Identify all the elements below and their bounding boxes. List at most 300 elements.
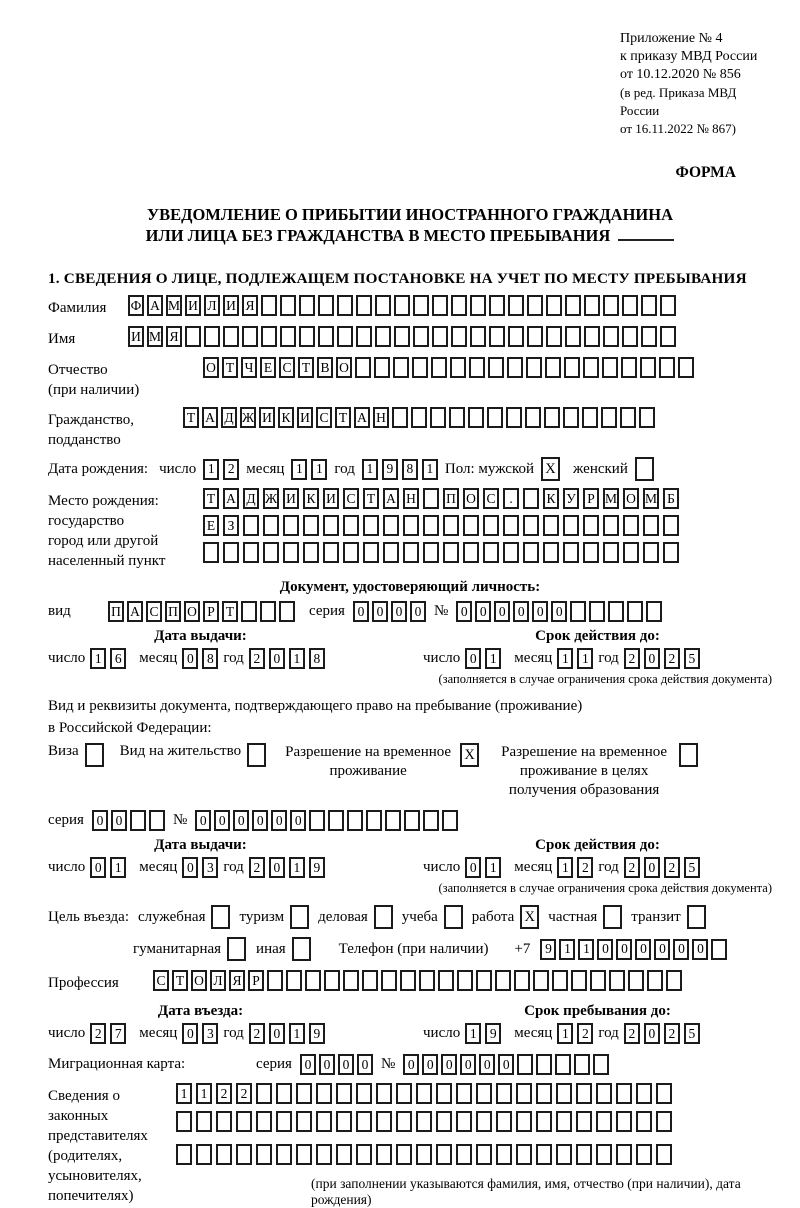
representatives-cells-row3[interactable]: [176, 1144, 672, 1165]
char-cell[interactable]: [603, 515, 619, 536]
char-cell[interactable]: [363, 542, 379, 563]
char-cell[interactable]: 0: [644, 648, 660, 669]
char-cell[interactable]: [608, 601, 624, 622]
char-cell[interactable]: [641, 295, 657, 316]
char-cell[interactable]: 1: [485, 857, 501, 878]
char-cell[interactable]: [660, 326, 676, 347]
char-cell[interactable]: [316, 1083, 332, 1104]
residence-issue-year-cells[interactable]: [249, 857, 325, 878]
char-cell[interactable]: [283, 542, 299, 563]
char-cell[interactable]: [280, 326, 296, 347]
char-cell[interactable]: 0: [269, 857, 285, 878]
char-cell[interactable]: [261, 326, 277, 347]
char-cell[interactable]: [628, 970, 644, 991]
char-cell[interactable]: О: [191, 970, 207, 991]
char-cell[interactable]: [396, 1144, 412, 1165]
char-cell[interactable]: А: [127, 601, 143, 622]
char-cell[interactable]: [536, 1054, 552, 1075]
char-cell[interactable]: [376, 1144, 392, 1165]
char-cell[interactable]: Н: [403, 488, 419, 509]
char-cell[interactable]: [571, 970, 587, 991]
char-cell[interactable]: Я: [242, 295, 258, 316]
char-cell[interactable]: [589, 601, 605, 622]
char-cell[interactable]: [641, 326, 657, 347]
char-cell[interactable]: О: [463, 488, 479, 509]
char-cell[interactable]: [381, 970, 397, 991]
char-cell[interactable]: [356, 1111, 372, 1132]
char-cell[interactable]: [256, 1111, 272, 1132]
profession-cells[interactable]: [153, 970, 682, 991]
char-cell[interactable]: [256, 1144, 272, 1165]
char-cell[interactable]: [582, 407, 598, 428]
char-cell[interactable]: [656, 1111, 672, 1132]
residence-permit-checkbox[interactable]: [247, 743, 266, 767]
char-cell[interactable]: [584, 295, 600, 316]
char-cell[interactable]: [403, 542, 419, 563]
purpose-humanitarian-checkbox[interactable]: [227, 937, 246, 961]
doc-valid-month-cells[interactable]: [557, 648, 593, 669]
char-cell[interactable]: 0: [597, 939, 613, 960]
char-cell[interactable]: 0: [338, 1054, 354, 1075]
char-cell[interactable]: [616, 1083, 632, 1104]
char-cell[interactable]: 0: [460, 1054, 476, 1075]
char-cell[interactable]: [216, 1144, 232, 1165]
char-cell[interactable]: 1: [176, 1083, 192, 1104]
char-cell[interactable]: [196, 1144, 212, 1165]
char-cell[interactable]: 5: [684, 857, 700, 878]
char-cell[interactable]: [476, 970, 492, 991]
char-cell[interactable]: [337, 326, 353, 347]
char-cell[interactable]: [296, 1083, 312, 1104]
char-cell[interactable]: 6: [110, 648, 126, 669]
char-cell[interactable]: 0: [635, 939, 651, 960]
char-cell[interactable]: И: [259, 407, 275, 428]
char-cell[interactable]: [656, 1144, 672, 1165]
char-cell[interactable]: [451, 295, 467, 316]
doc-number-cells[interactable]: [456, 601, 662, 622]
doc-issue-month-cells[interactable]: [182, 648, 218, 669]
char-cell[interactable]: 0: [479, 1054, 495, 1075]
char-cell[interactable]: [185, 326, 201, 347]
char-cell[interactable]: [463, 542, 479, 563]
char-cell[interactable]: [328, 810, 344, 831]
char-cell[interactable]: [456, 1111, 472, 1132]
char-cell[interactable]: [556, 1144, 572, 1165]
residence-valid-month-cells[interactable]: [557, 857, 593, 878]
char-cell[interactable]: Т: [183, 407, 199, 428]
char-cell[interactable]: [416, 1111, 432, 1132]
char-cell[interactable]: [400, 970, 416, 991]
char-cell[interactable]: Ф: [128, 295, 144, 316]
char-cell[interactable]: А: [354, 407, 370, 428]
char-cell[interactable]: [643, 542, 659, 563]
char-cell[interactable]: [470, 295, 486, 316]
char-cell[interactable]: [309, 810, 325, 831]
char-cell[interactable]: [483, 542, 499, 563]
char-cell[interactable]: 0: [372, 601, 388, 622]
stay-month-cells[interactable]: [557, 1023, 593, 1044]
char-cell[interactable]: М: [147, 326, 163, 347]
char-cell[interactable]: Т: [222, 357, 238, 378]
residence-series-cells[interactable]: [92, 810, 165, 831]
char-cell[interactable]: 0: [214, 810, 230, 831]
char-cell[interactable]: [470, 326, 486, 347]
char-cell[interactable]: 0: [441, 1054, 457, 1075]
char-cell[interactable]: 0: [475, 601, 491, 622]
char-cell[interactable]: [451, 326, 467, 347]
char-cell[interactable]: 0: [90, 857, 106, 878]
char-cell[interactable]: 2: [624, 648, 640, 669]
residence-issue-day-cells[interactable]: [90, 857, 126, 878]
char-cell[interactable]: [216, 1111, 232, 1132]
entry-month-cells[interactable]: [182, 1023, 218, 1044]
char-cell[interactable]: [450, 357, 466, 378]
char-cell[interactable]: 0: [644, 1023, 660, 1044]
char-cell[interactable]: [236, 1111, 252, 1132]
char-cell[interactable]: 0: [551, 601, 567, 622]
char-cell[interactable]: 1: [362, 459, 378, 480]
char-cell[interactable]: [260, 601, 276, 622]
char-cell[interactable]: [593, 1054, 609, 1075]
char-cell[interactable]: 0: [271, 810, 287, 831]
char-cell[interactable]: 0: [654, 939, 670, 960]
char-cell[interactable]: П: [443, 488, 459, 509]
char-cell[interactable]: [523, 515, 539, 536]
char-cell[interactable]: 0: [182, 857, 198, 878]
char-cell[interactable]: Д: [243, 488, 259, 509]
char-cell[interactable]: Т: [172, 970, 188, 991]
char-cell[interactable]: [375, 295, 391, 316]
char-cell[interactable]: [343, 970, 359, 991]
char-cell[interactable]: [623, 542, 639, 563]
char-cell[interactable]: 0: [195, 810, 211, 831]
char-cell[interactable]: [514, 970, 530, 991]
char-cell[interactable]: С: [279, 357, 295, 378]
char-cell[interactable]: [443, 542, 459, 563]
char-cell[interactable]: [296, 1144, 312, 1165]
char-cell[interactable]: [663, 542, 679, 563]
char-cell[interactable]: [442, 810, 458, 831]
char-cell[interactable]: 0: [353, 601, 369, 622]
char-cell[interactable]: Т: [203, 488, 219, 509]
char-cell[interactable]: [413, 326, 429, 347]
char-cell[interactable]: 1: [557, 648, 573, 669]
char-cell[interactable]: [383, 515, 399, 536]
char-cell[interactable]: 2: [249, 1023, 265, 1044]
char-cell[interactable]: [337, 295, 353, 316]
char-cell[interactable]: [660, 295, 676, 316]
char-cell[interactable]: [436, 1083, 452, 1104]
char-cell[interactable]: [503, 542, 519, 563]
char-cell[interactable]: [263, 515, 279, 536]
char-cell[interactable]: [385, 810, 401, 831]
char-cell[interactable]: [616, 1144, 632, 1165]
char-cell[interactable]: [576, 1083, 592, 1104]
char-cell[interactable]: [436, 1144, 452, 1165]
purpose-transit-checkbox[interactable]: [687, 905, 706, 929]
char-cell[interactable]: [443, 515, 459, 536]
purpose-study-checkbox[interactable]: [444, 905, 463, 929]
char-cell[interactable]: 0: [456, 601, 472, 622]
char-cell[interactable]: [487, 407, 503, 428]
char-cell[interactable]: О: [336, 357, 352, 378]
char-cell[interactable]: [305, 970, 321, 991]
char-cell[interactable]: 0: [269, 1023, 285, 1044]
char-cell[interactable]: 1: [110, 857, 126, 878]
char-cell[interactable]: [423, 488, 439, 509]
char-cell[interactable]: [508, 295, 524, 316]
char-cell[interactable]: [544, 407, 560, 428]
char-cell[interactable]: [616, 1111, 632, 1132]
char-cell[interactable]: [243, 542, 259, 563]
char-cell[interactable]: У: [563, 488, 579, 509]
char-cell[interactable]: [396, 1083, 412, 1104]
char-cell[interactable]: З: [223, 515, 239, 536]
char-cell[interactable]: [392, 407, 408, 428]
char-cell[interactable]: 2: [90, 1023, 106, 1044]
birthplace-cells-row3[interactable]: [203, 542, 679, 563]
doc-type-cells[interactable]: [108, 601, 295, 622]
char-cell[interactable]: [276, 1111, 292, 1132]
char-cell[interactable]: 0: [410, 601, 426, 622]
char-cell[interactable]: [527, 326, 543, 347]
char-cell[interactable]: [261, 295, 277, 316]
migration-number-cells[interactable]: [403, 1054, 609, 1075]
char-cell[interactable]: [283, 515, 299, 536]
char-cell[interactable]: [495, 970, 511, 991]
char-cell[interactable]: [416, 1144, 432, 1165]
char-cell[interactable]: В: [317, 357, 333, 378]
char-cell[interactable]: [336, 1111, 352, 1132]
char-cell[interactable]: [280, 295, 296, 316]
char-cell[interactable]: Т: [363, 488, 379, 509]
char-cell[interactable]: [678, 357, 694, 378]
char-cell[interactable]: [636, 1111, 652, 1132]
char-cell[interactable]: [316, 1111, 332, 1132]
char-cell[interactable]: [583, 357, 599, 378]
char-cell[interactable]: 1: [559, 939, 575, 960]
char-cell[interactable]: Л: [210, 970, 226, 991]
char-cell[interactable]: [584, 326, 600, 347]
char-cell[interactable]: [663, 515, 679, 536]
char-cell[interactable]: [526, 357, 542, 378]
char-cell[interactable]: [423, 542, 439, 563]
char-cell[interactable]: А: [147, 295, 163, 316]
char-cell[interactable]: [556, 1111, 572, 1132]
purpose-tourism-checkbox[interactable]: [290, 905, 309, 929]
char-cell[interactable]: Р: [203, 601, 219, 622]
stay-year-cells[interactable]: [624, 1023, 700, 1044]
char-cell[interactable]: [456, 1144, 472, 1165]
char-cell[interactable]: 0: [616, 939, 632, 960]
char-cell[interactable]: [394, 295, 410, 316]
char-cell[interactable]: Е: [260, 357, 276, 378]
char-cell[interactable]: 0: [357, 1054, 373, 1075]
char-cell[interactable]: 2: [223, 459, 239, 480]
residence-issue-month-cells[interactable]: [182, 857, 218, 878]
char-cell[interactable]: 9: [485, 1023, 501, 1044]
char-cell[interactable]: [496, 1083, 512, 1104]
char-cell[interactable]: 2: [249, 857, 265, 878]
char-cell[interactable]: [362, 970, 378, 991]
char-cell[interactable]: Л: [204, 295, 220, 316]
char-cell[interactable]: [596, 1083, 612, 1104]
char-cell[interactable]: Т: [298, 357, 314, 378]
char-cell[interactable]: [375, 326, 391, 347]
char-cell[interactable]: .: [503, 488, 519, 509]
char-cell[interactable]: 2: [577, 1023, 593, 1044]
char-cell[interactable]: 0: [644, 857, 660, 878]
char-cell[interactable]: 2: [249, 648, 265, 669]
char-cell[interactable]: [323, 515, 339, 536]
char-cell[interactable]: 2: [664, 857, 680, 878]
char-cell[interactable]: [393, 357, 409, 378]
char-cell[interactable]: [483, 515, 499, 536]
char-cell[interactable]: [603, 326, 619, 347]
char-cell[interactable]: [456, 1083, 472, 1104]
char-cell[interactable]: С: [153, 970, 169, 991]
char-cell[interactable]: [279, 601, 295, 622]
char-cell[interactable]: Т: [335, 407, 351, 428]
char-cell[interactable]: [601, 407, 617, 428]
doc-issue-year-cells[interactable]: [249, 648, 325, 669]
char-cell[interactable]: 1: [203, 459, 219, 480]
char-cell[interactable]: [394, 326, 410, 347]
char-cell[interactable]: 1: [196, 1083, 212, 1104]
char-cell[interactable]: [376, 1083, 392, 1104]
char-cell[interactable]: [536, 1144, 552, 1165]
char-cell[interactable]: [563, 515, 579, 536]
char-cell[interactable]: 2: [624, 857, 640, 878]
char-cell[interactable]: 0: [494, 601, 510, 622]
representatives-cells-row2[interactable]: [176, 1111, 672, 1132]
char-cell[interactable]: П: [165, 601, 181, 622]
char-cell[interactable]: [318, 326, 334, 347]
char-cell[interactable]: И: [128, 326, 144, 347]
char-cell[interactable]: 9: [540, 939, 556, 960]
char-cell[interactable]: 2: [664, 1023, 680, 1044]
char-cell[interactable]: [659, 357, 675, 378]
char-cell[interactable]: [223, 542, 239, 563]
char-cell[interactable]: С: [483, 488, 499, 509]
char-cell[interactable]: Ч: [241, 357, 257, 378]
char-cell[interactable]: [356, 295, 372, 316]
char-cell[interactable]: 2: [216, 1083, 232, 1104]
char-cell[interactable]: 0: [290, 810, 306, 831]
char-cell[interactable]: 3: [202, 857, 218, 878]
char-cell[interactable]: [431, 357, 447, 378]
char-cell[interactable]: Ж: [263, 488, 279, 509]
char-cell[interactable]: [507, 357, 523, 378]
char-cell[interactable]: [356, 326, 372, 347]
char-cell[interactable]: 7: [110, 1023, 126, 1044]
char-cell[interactable]: А: [202, 407, 218, 428]
char-cell[interactable]: [546, 295, 562, 316]
char-cell[interactable]: [276, 1144, 292, 1165]
char-cell[interactable]: 8: [309, 648, 325, 669]
char-cell[interactable]: 1: [291, 459, 307, 480]
char-cell[interactable]: 0: [532, 601, 548, 622]
char-cell[interactable]: Н: [373, 407, 389, 428]
birth-year-cells[interactable]: [362, 459, 438, 480]
char-cell[interactable]: [363, 515, 379, 536]
char-cell[interactable]: [276, 1083, 292, 1104]
char-cell[interactable]: Ж: [240, 407, 256, 428]
char-cell[interactable]: [546, 326, 562, 347]
char-cell[interactable]: [436, 1111, 452, 1132]
doc-series-cells[interactable]: [353, 601, 426, 622]
char-cell[interactable]: [356, 1144, 372, 1165]
char-cell[interactable]: [416, 1083, 432, 1104]
char-cell[interactable]: [366, 810, 382, 831]
char-cell[interactable]: 2: [577, 857, 593, 878]
char-cell[interactable]: [468, 407, 484, 428]
temp-residence-education-checkbox[interactable]: [679, 743, 698, 767]
char-cell[interactable]: С: [343, 488, 359, 509]
char-cell[interactable]: [196, 1111, 212, 1132]
char-cell[interactable]: [303, 542, 319, 563]
purpose-official-checkbox[interactable]: [211, 905, 230, 929]
char-cell[interactable]: Я: [166, 326, 182, 347]
char-cell[interactable]: [286, 970, 302, 991]
char-cell[interactable]: О: [623, 488, 639, 509]
char-cell[interactable]: 0: [403, 1054, 419, 1075]
char-cell[interactable]: [223, 326, 239, 347]
char-cell[interactable]: [476, 1083, 492, 1104]
purpose-business-checkbox[interactable]: [374, 905, 393, 929]
entry-day-cells[interactable]: [90, 1023, 126, 1044]
char-cell[interactable]: [489, 295, 505, 316]
char-cell[interactable]: [527, 295, 543, 316]
char-cell[interactable]: [516, 1144, 532, 1165]
char-cell[interactable]: [438, 970, 454, 991]
char-cell[interactable]: М: [603, 488, 619, 509]
char-cell[interactable]: 1: [289, 648, 305, 669]
char-cell[interactable]: 0: [498, 1054, 514, 1075]
char-cell[interactable]: [204, 326, 220, 347]
char-cell[interactable]: [404, 810, 420, 831]
char-cell[interactable]: [376, 1111, 392, 1132]
char-cell[interactable]: [517, 1054, 533, 1075]
char-cell[interactable]: [267, 970, 283, 991]
char-cell[interactable]: Р: [248, 970, 264, 991]
char-cell[interactable]: [423, 810, 439, 831]
char-cell[interactable]: [666, 970, 682, 991]
char-cell[interactable]: [241, 601, 257, 622]
char-cell[interactable]: [488, 357, 504, 378]
char-cell[interactable]: [622, 326, 638, 347]
char-cell[interactable]: [552, 970, 568, 991]
char-cell[interactable]: [263, 542, 279, 563]
char-cell[interactable]: [570, 601, 586, 622]
char-cell[interactable]: К: [543, 488, 559, 509]
char-cell[interactable]: 1: [90, 648, 106, 669]
char-cell[interactable]: 2: [624, 1023, 640, 1044]
birth-month-cells[interactable]: [291, 459, 327, 480]
char-cell[interactable]: [646, 601, 662, 622]
patronymic-cells[interactable]: [203, 357, 694, 378]
char-cell[interactable]: [636, 1083, 652, 1104]
char-cell[interactable]: Т: [222, 601, 238, 622]
char-cell[interactable]: [639, 407, 655, 428]
char-cell[interactable]: Д: [221, 407, 237, 428]
char-cell[interactable]: [463, 515, 479, 536]
stay-day-cells[interactable]: [465, 1023, 501, 1044]
char-cell[interactable]: А: [383, 488, 399, 509]
char-cell[interactable]: [256, 1083, 272, 1104]
char-cell[interactable]: [564, 357, 580, 378]
char-cell[interactable]: 0: [252, 810, 268, 831]
